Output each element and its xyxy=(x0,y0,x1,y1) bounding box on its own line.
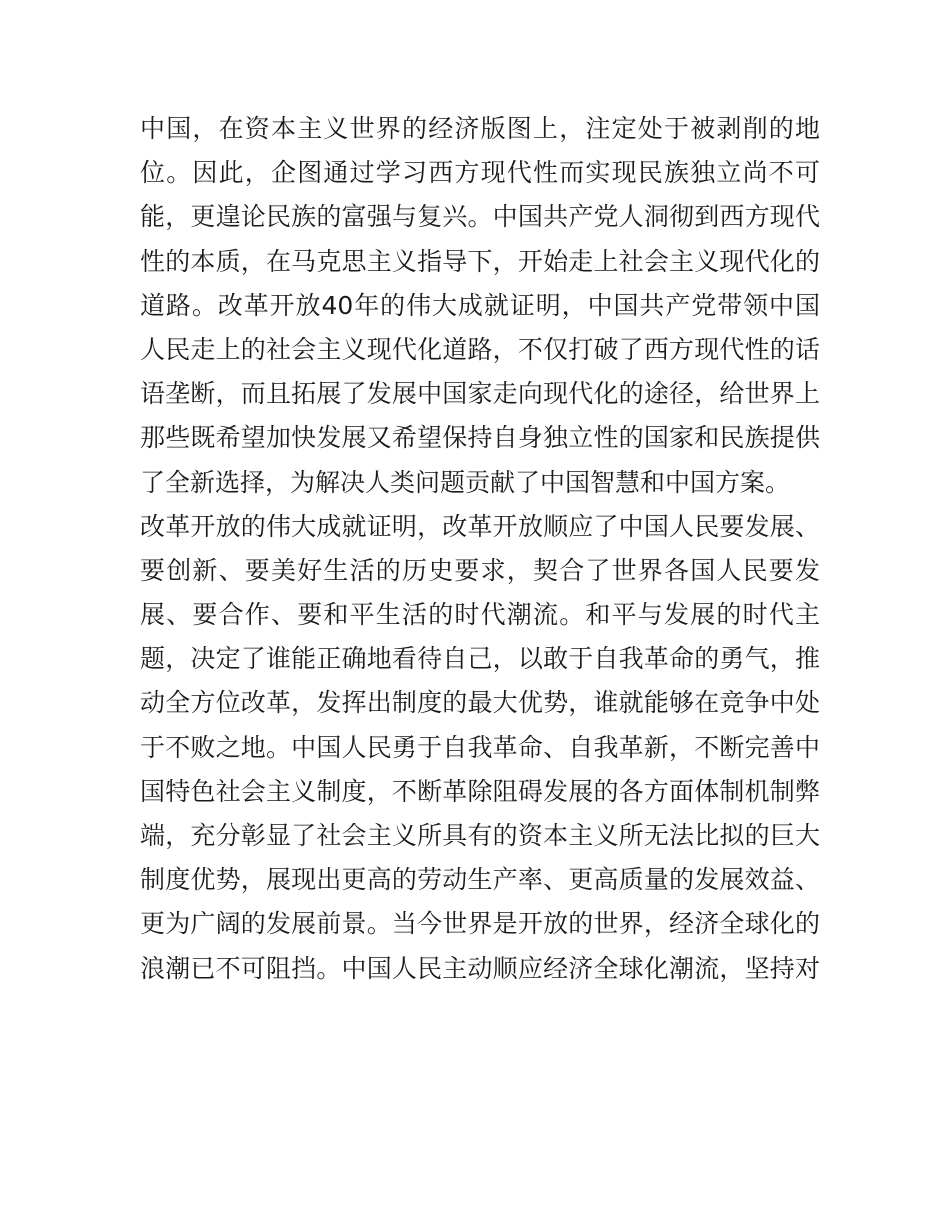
text-line: 性的本质，在马克思主义指导下，开始走上社会主义现代化的 xyxy=(140,246,820,276)
text-line: 那些既希望加快发展又希望保持自身独立性的国家和民族提供 xyxy=(140,423,820,453)
text-line: 位。因此，企图通过学习西方现代性而实现民族独立尚不可 xyxy=(140,158,820,188)
text-line: 国特色社会主义制度，不断革除阻碍发展的各方面体制机制弊 xyxy=(140,776,820,806)
text-line: 要创新、要美好生活的历史要求，契合了世界各国人民要发 xyxy=(140,555,820,585)
text-line: 展、要合作、要和平生活的时代潮流。和平与发展的时代主 xyxy=(140,600,820,630)
text-line: 道路。改革开放40年的伟大成就证明，中国共产党带领中国 xyxy=(140,290,820,320)
text-line: 动全方位改革，发挥出制度的最大优势，谁就能够在竞争中处 xyxy=(140,688,820,718)
text-line: 语垄断，而且拓展了发展中国家走向现代化的途径，给世界上 xyxy=(140,379,820,409)
text-line: 了全新选择，为解决人类问题贡献了中国智慧和中国方案。 xyxy=(140,467,791,497)
text-line: 浪潮已不可阻挡。中国人民主动顺应经济全球化潮流，坚持对 xyxy=(140,953,820,983)
text-line: 人民走上的社会主义现代化道路，不仅打破了西方现代性的话 xyxy=(140,334,820,364)
body-text xyxy=(140,107,820,991)
text-line: 制度优势，展现出更高的劳动生产率、更高质量的发展效益、 xyxy=(140,865,820,895)
text-line: 题，决定了谁能正确地看待自己，以敢于自我革命的勇气，推 xyxy=(140,644,820,674)
text-line: 更为广阔的发展前景。当今世界是开放的世界，经济全球化的 xyxy=(140,909,820,939)
text-line: 改革开放的伟大成就证明，改革开放顺应了中国人民要发展、 xyxy=(140,511,820,541)
text-line: 能，更遑论民族的富强与复兴。中国共产党人洞彻到西方现代 xyxy=(140,202,820,232)
text-line: 于不败之地。中国人民勇于自我革命、自我革新，不断完善中 xyxy=(140,732,820,762)
text-line: 端，充分彰显了社会主义所具有的资本主义所无法比拟的巨大 xyxy=(140,821,820,850)
text-line: 中国，在资本主义世界的经济版图上，注定处于被剥削的地 xyxy=(140,114,820,143)
